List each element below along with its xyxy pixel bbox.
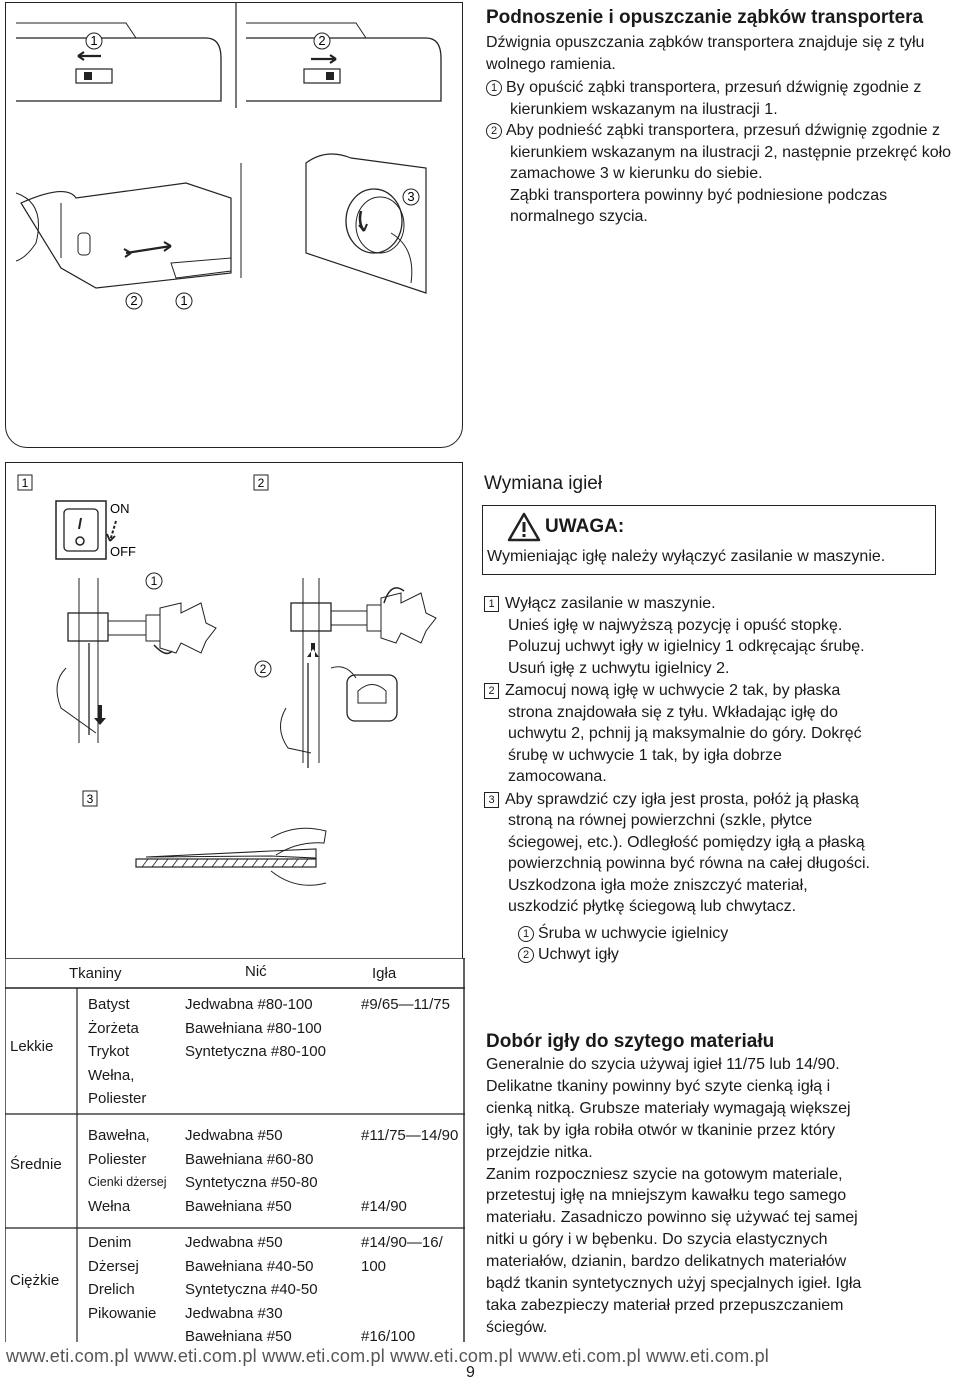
needle-step-3 (484, 789, 954, 918)
feed-dog-illustration (6, 3, 462, 447)
header-needle: Igła (372, 965, 397, 982)
fig-label-b: 2 (318, 33, 326, 48)
needles-heavy (361, 1231, 443, 1349)
feed-dog-step-2-text: Aby podnieść ząbki transportera, przesuń dźwignię zgodnie z kierunkiem wskazanym na ilustracji 2, następnie przekręć koło zamachowe 3 w kierunku do siebie. (506, 122, 952, 182)
needle-item: #11/75—14/90 (361, 1127, 459, 1144)
fabric-item: Bawełna, (88, 1127, 150, 1144)
thread-item: Bawełniana #40-50 (185, 1257, 314, 1275)
needle-step-3-number: 3 (484, 792, 499, 808)
body-line: materiałów, dzianin, bardzo delikatnych materiałów (486, 1253, 847, 1271)
header-fabrics: Tkaniny (69, 965, 122, 982)
body-line: cienką nitką. Grubsze materiały wymagają większej (486, 1099, 851, 1117)
fig-step-1-label: 1 (21, 476, 29, 490)
needle-item (361, 1278, 443, 1302)
body-line: Generalnie do szycia używaj igieł 11/75 lub 14/90. (486, 1056, 840, 1073)
needle-selection-section (486, 1030, 956, 1339)
needle-step-2-number: 2 (484, 683, 499, 699)
weight-medium: Średnie (10, 1156, 62, 1173)
needle-step-3-line-4: powierzchnią powinna być równa na całej długości. (508, 855, 870, 872)
needle-step-1-line-4: Usuń igłę z uchwytu igielnicy 2. (508, 659, 730, 677)
needle-item: #16/100 (361, 1328, 416, 1345)
fabric-item: Denim (88, 1234, 132, 1251)
feed-dog-step-1-text: By opuścić ząbki transportera, przesuń dźwignię zgodnie z kierunkiem wskazanym na ilustracji 1. (506, 79, 922, 118)
feed-dog-illustration-panel (5, 2, 463, 448)
fabric-item: Żorżeta (88, 1019, 139, 1037)
section-title-needle-change: Wymiana igieł (484, 473, 603, 494)
step-number-2: 2 (486, 123, 502, 139)
feed-dog-step-2 (486, 120, 956, 185)
needle-step-2-line-4: śrubę w uchwycie 1 tak, by igła dobrze (508, 746, 782, 764)
fabric-item: Dżersej (88, 1257, 139, 1275)
fig-label-d: 2 (130, 293, 138, 308)
step-number-1: 1 (486, 80, 502, 96)
needle-selection-body (486, 1054, 956, 1339)
fig-step-2-label: 2 (257, 476, 265, 490)
fabric-item: Poliester (88, 1090, 147, 1107)
needle-item (361, 1171, 458, 1195)
thread-item: Jedwabna #30 (185, 1304, 283, 1322)
fabric-item: Drelich (88, 1281, 135, 1298)
needle-step-3-line-1: Aby sprawdzić czy igła jest prosta, połóż ją płaską (505, 790, 859, 808)
needle-change-illustration-panel (5, 462, 463, 958)
body-line: ściegów. (486, 1318, 548, 1336)
needle-step-1-number: 1 (484, 596, 499, 612)
body-line: nitki u góry i w bębenku. Do szycia elastycznych (486, 1231, 828, 1249)
needles-light (361, 993, 450, 1017)
needle-item (361, 1148, 458, 1172)
feed-dog-step-1 (486, 77, 956, 120)
needle-item: 100 (361, 1257, 387, 1275)
fabric-item: Wełna, (88, 1066, 135, 1084)
thread-item: Jedwabna #50 (185, 1234, 283, 1251)
section-title-feed-dogs: Podnoszenie i opuszczanie ząbków transportera (486, 7, 924, 28)
legend-text-2: Uchwyt igły (538, 946, 619, 963)
threads-heavy (185, 1231, 318, 1349)
fabric-item: Pikowanie (88, 1304, 157, 1322)
needle-step-2-line-2: strona znajdowała się z tyłu. Wkładając igłę do (508, 703, 838, 721)
needle-item: #14/90 (361, 1197, 407, 1215)
feed-dog-section (486, 6, 956, 228)
fig-label-a: 1 (90, 33, 98, 48)
fabric-item: Wełna (88, 1197, 131, 1215)
needle-change-illustration (6, 463, 462, 959)
thread-item: Bawełniana #60-80 (185, 1150, 314, 1168)
fig-holder-label: 2 (259, 662, 267, 676)
needle-item: #14/90—16/ (361, 1234, 443, 1251)
fabric-item: Poliester (88, 1150, 147, 1168)
page-number: 9 (466, 1364, 475, 1381)
body-line: Delikatne tkaniny powinny być szyte cienką igłą i (486, 1077, 831, 1095)
needle-step-1-line-2: Unieś igłę w najwyższą pozycję i opuść stopkę. (508, 616, 843, 634)
body-line: taka zabezpieczy materiał przed przepuszczaniem (486, 1296, 844, 1314)
needle-step-2 (484, 680, 954, 788)
fig-label-e: 1 (180, 293, 188, 308)
needle-change-steps (484, 593, 954, 966)
section-title-needle-selection: Dobór igły do szytego materiału (486, 1031, 775, 1052)
thread-item: Bawełniana #50 (185, 1197, 292, 1215)
warning-box (482, 505, 936, 575)
needle-step-2-line-5: zamocowana. (508, 768, 607, 785)
thread-item: Jedwabna #50 (185, 1127, 283, 1144)
fabric-table (5, 958, 465, 1345)
fig-step-3-label: 3 (86, 792, 94, 806)
warning-title: UWAGA: (545, 516, 625, 537)
warning-triangle-icon (507, 512, 541, 542)
needle-item: #9/65—11/75 (361, 996, 450, 1013)
header-thread: Nić (245, 963, 267, 980)
feed-dog-intro: Dźwignia opuszczania ząbków transportera znajduje się z tyłu wolnego ramienia. (486, 34, 925, 73)
footer-watermark: www.eti.com.pl www.eti.com.pl www.eti.com.pl www.eti.com.pl www.eti.com.pl www.eti.com.pl (6, 1346, 769, 1366)
body-line: igły, tak by igła robiła otwór w tkaninie przez który (486, 1121, 836, 1139)
needles-medium (361, 1124, 458, 1218)
legend-number-2: 2 (518, 947, 534, 963)
legend-text-1: Śruba w uchwycie igielnicy (538, 924, 729, 942)
fabrics-medium (88, 1124, 167, 1218)
body-line: Zanim rozpoczniesz szycie na gotowym materiale, (486, 1165, 843, 1183)
fabric-item: Cienki dżersej (88, 1175, 167, 1189)
figure-callout-labels (86, 33, 419, 309)
thread-item: Syntetyczna #40-50 (185, 1281, 318, 1298)
body-line: bądź tkanin syntetycznych użyj specjalnych igieł. Igła (486, 1275, 862, 1293)
thread-item: Syntetyczna #50-80 (185, 1174, 318, 1191)
needle-step-1 (484, 593, 954, 679)
feed-dog-note: Ząbki transportera powinny być podniesione podczas normalnego szycia. (510, 186, 888, 225)
needle-step-3-line-3: ściegowej, etc.). Odległość pomiędzy igłą a płaską (508, 833, 865, 851)
weight-light: Lekkie (10, 1038, 54, 1055)
body-line: przetestuj igłę na mniejszym kawałku tego samego (486, 1187, 847, 1205)
body-line: przejdzie nitka. (486, 1143, 593, 1161)
warning-text: Wymieniając igłę należy wyłączyć zasilanie w maszynie. (487, 548, 886, 565)
thread-item: Jedwabna #80-100 (185, 996, 313, 1013)
thread-item: Bawełniana #50 (185, 1328, 292, 1345)
legend-number-1: 1 (518, 926, 534, 942)
threads-medium (185, 1124, 318, 1218)
needle-step-3-line-6: uszkodzić płytkę ściegową lub chwytacz. (508, 898, 797, 915)
needle-step-3-line-5: Uszkodzona igła może zniszczyć materiał, (508, 876, 808, 894)
fabrics-heavy (88, 1231, 156, 1325)
needle-item (361, 1302, 443, 1326)
needle-step-3-line-2: stroną na równej powierzchni (szkle, płytce (508, 812, 813, 829)
switch-off-label: OFF (110, 544, 136, 559)
fig-label-c: 3 (407, 189, 415, 204)
switch-on-label: ON (110, 501, 130, 516)
threads-light (185, 993, 326, 1064)
fabrics-light (88, 993, 146, 1111)
thread-item: Bawełniana #80-100 (185, 1019, 322, 1037)
thread-item: Syntetyczna #80-100 (185, 1043, 326, 1060)
needle-step-1-line-1: Wyłącz zasilanie w maszynie. (505, 595, 716, 612)
needle-step-1-line-3: Poluzuj uchwyt igły w igielnicy 1 odkręcając śrubę. (508, 638, 865, 655)
needle-legend (484, 923, 954, 966)
body-line: materiału. Zasadniczo powinno się używać tej samej (486, 1209, 858, 1227)
weight-heavy: Ciężkie (10, 1272, 60, 1289)
fabric-item: Trykot (88, 1043, 130, 1060)
needle-step-2-line-1: Zamocuj nową igłę w uchwycie 2 tak, by płaska (505, 682, 841, 699)
fabric-item: Batyst (88, 996, 130, 1013)
needle-step-2-line-3: uchwytu 2, pchnij ją maksymalnie do góry. Dokręć (508, 725, 862, 742)
fig-screw-label: 1 (150, 574, 158, 588)
